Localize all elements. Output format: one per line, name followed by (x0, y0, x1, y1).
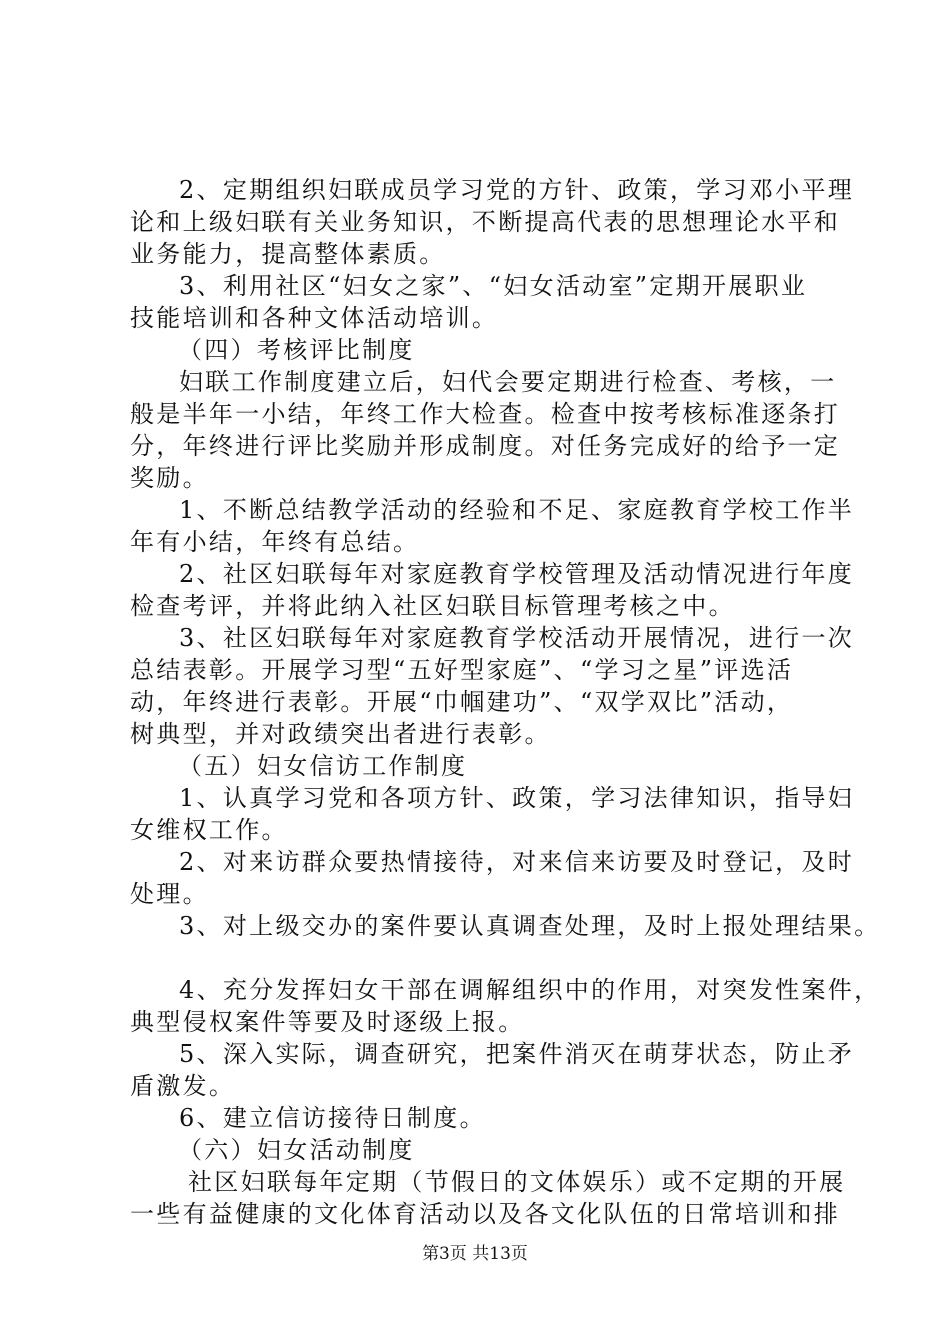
paragraph-line: 女维权工作。 (130, 816, 288, 844)
paragraph-line: 社区妇联每年定期（节假日的文体娱乐）或不定期的开展 (188, 1168, 846, 1196)
paragraph-spacer (130, 942, 848, 974)
paragraph-line: 树典型，并对政绩突出者进行表彰。 (130, 720, 551, 748)
paragraph-line: 一些有益健康的文化体育活动以及各文化队伍的日常培训和排 (130, 1200, 841, 1228)
paragraph-line: 5、深入实际，调查研究，把案件消灭在萌芽状态，防止矛 (179, 1040, 855, 1068)
paragraph-line: 3、社区妇联每年对家庭教育学校活动开展情况，进行一次 (179, 624, 855, 652)
paragraph-line: 年有小结，年终有总结。 (130, 528, 420, 556)
paragraph-line: 3、对上级交办的案件要认真调查处理，及时上报处理结果。 (179, 912, 881, 940)
paragraph-line: 4、充分发挥妇女干部在调解组织中的作用，对突发性案件， (179, 976, 881, 1004)
paragraph-line: 动，年终进行表彰。开展“巾帼建功”、“双学双比”活动， (130, 688, 794, 716)
paragraph-line: 处理。 (130, 880, 209, 908)
section-heading: （六）妇女活动制度 (178, 1136, 415, 1164)
paragraph-line: 2、定期组织妇联成员学习党的方针、政策，学习邓小平理 (179, 176, 855, 204)
section-heading: （四）考核评比制度 (178, 336, 415, 364)
paragraph-line: 分，年终进行评比奖励并形成制度。对任务完成好的给予一定 (130, 432, 841, 460)
paragraph-line: 检查考评，并将此纳入社区妇联目标管理考核之中。 (130, 592, 735, 620)
paragraph-line: 3、利用社区“妇女之家”、“妇女活动室”定期开展职业 (179, 272, 808, 300)
paragraph-line: 1、不断总结教学活动的经验和不足、家庭教育学校工作半 (179, 496, 855, 524)
paragraph-line: 2、对来访群众要热情接待，对来信来访要及时登记，及时 (179, 848, 855, 876)
paragraph-line: 6、建立信访接待日制度。 (179, 1104, 486, 1132)
section-heading: （五）妇女信访工作制度 (178, 752, 468, 780)
paragraph-line: 1、认真学习党和各项方针、政策，学习法律知识，指导妇 (179, 784, 855, 812)
paragraph-line: 2、社区妇联每年对家庭教育学校管理及活动情况进行年度 (179, 560, 855, 588)
document-body (130, 174, 881, 1230)
paragraph-line: 业务能力，提高整体素质。 (130, 240, 446, 268)
paragraph-line: 典型侵权案件等要及时逐级上报。 (130, 1008, 525, 1036)
page-footer (0, 1244, 950, 1264)
paragraph-line: 奖励。 (130, 464, 209, 492)
page-number-label: 第3页 共13页 (422, 1244, 528, 1264)
paragraph-line: 盾激发。 (130, 1072, 236, 1100)
paragraph-line: 论和上级妇联有关业务知识，不断提高代表的思想理论水平和 (130, 208, 841, 236)
paragraph-line: 总结表彰。开展学习型“五好型家庭”、“学习之星”评选活 (130, 656, 794, 684)
paragraph-line: 妇联工作制度建立后，妇代会要定期进行检查、考核，一 (179, 368, 837, 396)
paragraph-line: 技能培训和各种文体活动培训。 (130, 304, 499, 332)
paragraph-line: 般是半年一小结，年终工作大检查。检查中按考核标准逐条打 (130, 400, 841, 428)
